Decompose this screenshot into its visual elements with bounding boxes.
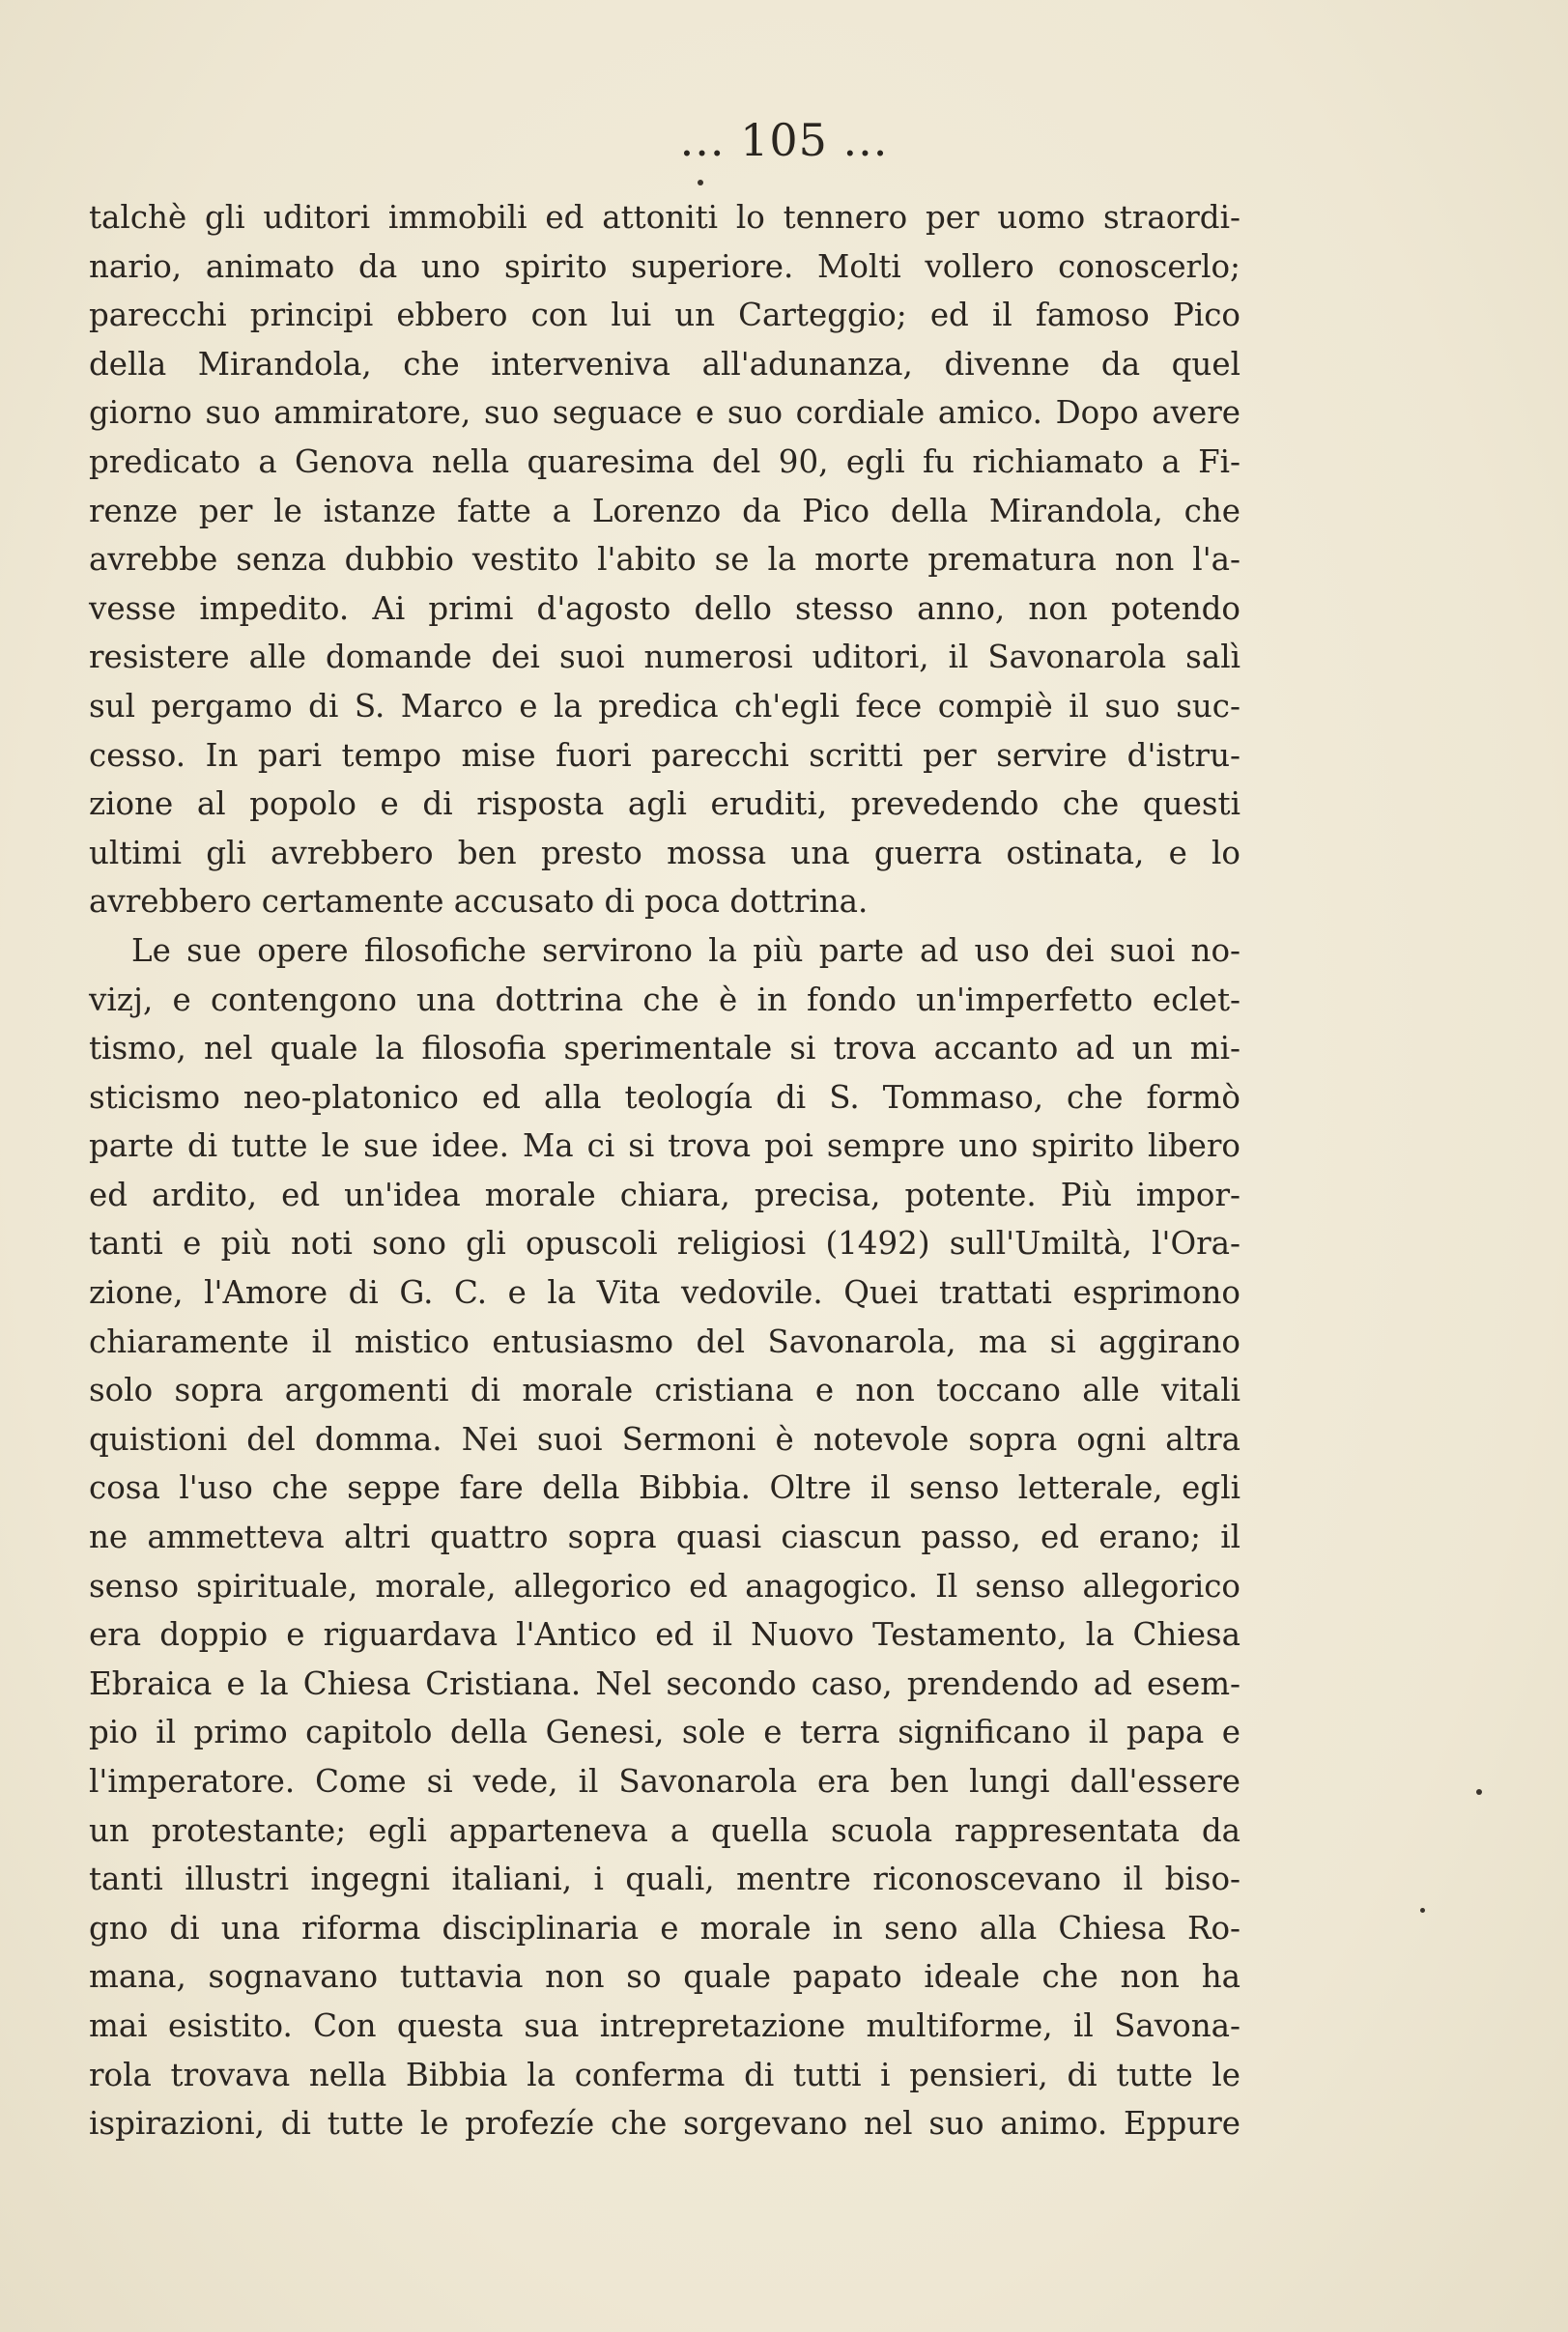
- text-line: l'imperatore. Come si vede, il Savonarola era ben lungi dall'essere: [89, 1763, 1240, 1800]
- text-line: un protestante; egli apparteneva a quella scuola rappresentata da: [89, 1811, 1240, 1849]
- text-line: ispirazioni, di tutte le profezíe che sorgevano nel suo animo. Eppure: [89, 2105, 1240, 2143]
- text-line: pio il primo capitolo della Genesi, sole e terra significano il papa e: [89, 1714, 1240, 1751]
- text-line: ultimi gli avrebbero ben presto mossa una guerra ostinata, e lo: [89, 834, 1240, 871]
- text-line: era doppio e riguardava l'Antico ed il Nuovo Testamento, la Chiesa: [89, 1616, 1240, 1654]
- text-line: cesso. In pari tempo mise fuori parecchi scritti per servire d'istru-: [89, 736, 1240, 774]
- text-line: sul pergamo di S. Marco e la predica ch'egli fece compiè il suo suc-: [89, 687, 1240, 725]
- text-line: parte di tutte le sue idee. Ma ci si trova poi sempre uno spirito libero: [89, 1127, 1240, 1165]
- text-line: giorno suo ammiratore, suo seguace e suo cordiale amico. Dopo avere: [89, 394, 1240, 432]
- text-line: vizj, e contengono una dottrina che è in fondo un'imperfetto eclet-: [89, 981, 1240, 1018]
- text-line: predicato a Genova nella quaresima del 90, egli fu richiamato a Fi-: [89, 442, 1240, 480]
- text-line: senso spirituale, morale, allegorico ed anagogico. Il senso allegorico: [89, 1567, 1240, 1605]
- text-line: quistioni del domma. Nei suoi Sermoni è notevole sopra ogni altra: [89, 1420, 1240, 1458]
- text-line: zione, l'Amore di G. C. e la Vita vedovile. Quei trattati esprimono: [89, 1274, 1240, 1312]
- text-line: Ebraica e la Chiesa Cristiana. Nel secondo caso, prendendo ad esem-: [89, 1664, 1240, 1702]
- text-line: chiaramente il mistico entusiasmo del Savonarola, ma si aggirano: [89, 1322, 1240, 1360]
- text-line: ne ammetteva altri quattro sopra quasi ciascun passo, ed erano; il: [89, 1519, 1240, 1556]
- text-line: tanti e più noti sono gli opuscoli religiosi (1492) sull'Umiltà, l'Ora-: [89, 1225, 1240, 1263]
- text-line: tanti illustri ingegni italiani, i quali, mentre riconoscevano il biso-: [89, 1861, 1240, 1898]
- text-line: mana, sognavano tuttavia non so quale papato ideale che non ha: [89, 1958, 1240, 1996]
- ink-speck: [698, 180, 703, 185]
- text-line: ed ardito, ed un'idea morale chiara, precisa, potente. Più impor-: [89, 1176, 1240, 1213]
- text-line: vesse impedito. Ai primi d'agosto dello stesso anno, non potendo: [89, 589, 1240, 627]
- ink-speck: [1476, 1789, 1482, 1795]
- body-text: [89, 193, 1240, 2148]
- text-line: zione al popolo e di risposta agli eruditi, prevedendo che questi: [89, 785, 1240, 823]
- page-number-header: ... 105 ...: [679, 114, 889, 166]
- text-line: talchè gli uditori immobili ed attoniti lo tennero per uomo straordi-: [89, 199, 1240, 236]
- text-line: Le sue opere filosofiche servirono la più parte ad uso dei suoi no-: [131, 931, 1240, 969]
- text-line: tismo, nel quale la filosofia sperimentale si trova accanto ad un mi-: [89, 1030, 1240, 1067]
- text-line: della Mirandola, che interveniva all'adunanza, divenne da quel: [89, 345, 1240, 383]
- text-line: avrebbe senza dubbio vestito l'abito se la morte prematura non l'a-: [89, 541, 1240, 579]
- text-line: renze per le istanze fatte a Lorenzo da Pico della Mirandola, che: [89, 492, 1240, 529]
- text-line: cosa l'uso che seppe fare della Bibbia. Oltre il senso letterale, egli: [89, 1469, 1240, 1507]
- text-line: gno di una riforma disciplinaria e morale in seno alla Chiesa Ro-: [89, 1909, 1240, 1947]
- text-line: sticismo neo-platonico ed alla teología di S. Tommaso, che formò: [89, 1078, 1240, 1116]
- text-line: resistere alle domande dei suoi numerosi uditori, il Savonarola salì: [89, 639, 1240, 676]
- text-line: rola trovava nella Bibbia la conferma di tutti i pensieri, di tutte le: [89, 2056, 1240, 2093]
- text-line: avrebbero certamente accusato di poca dottrina.: [89, 883, 869, 921]
- text-line: parecchi principi ebbero con lui un Carteggio; ed il famoso Pico: [89, 297, 1240, 334]
- text-line: mai esistito. Con questa sua intrepretazione multiforme, il Savona-: [89, 2006, 1240, 2044]
- text-line: nario, animato da uno spirito superiore. Molti vollero conoscerlo;: [89, 247, 1240, 285]
- text-line: solo sopra argomenti di morale cristiana e non toccano alle vitali: [89, 1372, 1240, 1409]
- ink-speck: [1420, 1908, 1425, 1913]
